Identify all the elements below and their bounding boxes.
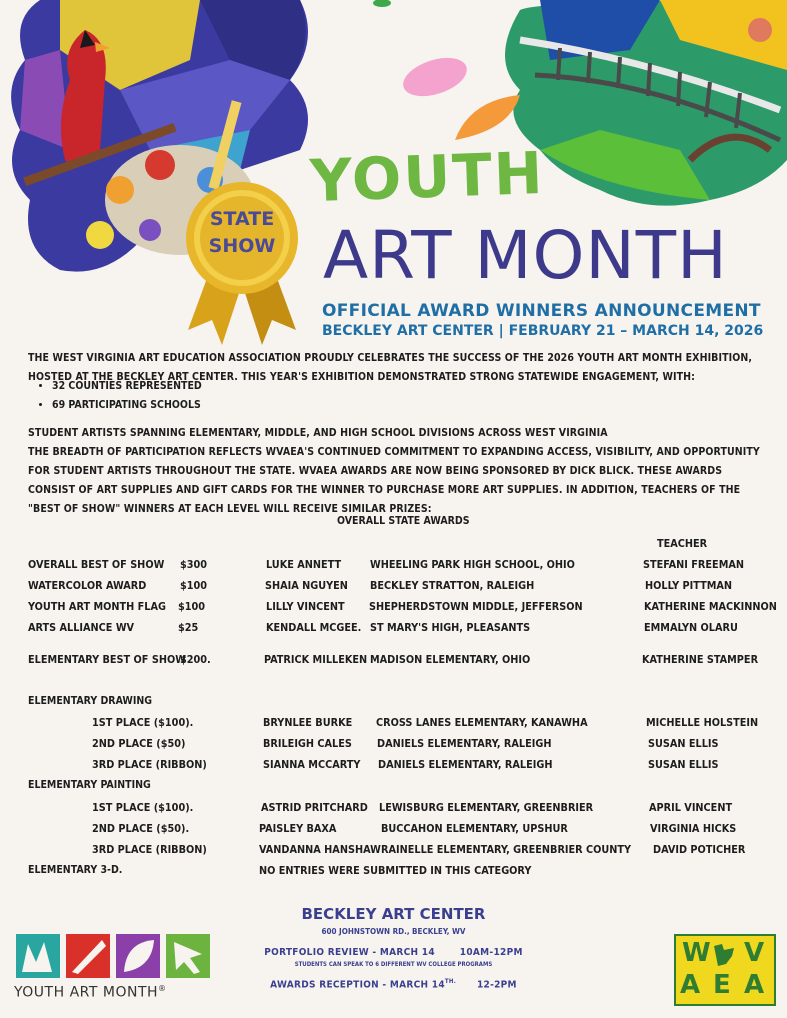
student-name: LUKE ANNETT xyxy=(266,558,342,571)
prize: $25 xyxy=(178,621,199,634)
school: RAINELLE ELEMENTARY, GREENBRIER COUNTY xyxy=(381,843,632,856)
reception-label: AWARDS RECEPTION - MARCH 14 xyxy=(270,979,445,991)
reception-sup: TH. xyxy=(444,978,457,985)
prize: $200. xyxy=(180,653,211,666)
teacher: STEFANI FREEMAN xyxy=(643,558,745,571)
student-name: SIANNA MCCARTY xyxy=(263,758,361,771)
stats-list xyxy=(52,377,202,415)
list-item: • 32 COUNTIES REPRESENTED xyxy=(52,377,202,396)
school: DANIELS ELEMENTARY, RALEIGH xyxy=(377,737,552,750)
list-item: • 69 PARTICIPATING SCHOOLS xyxy=(52,396,202,415)
logo-letter: E xyxy=(713,970,731,1000)
title-art-month: ART MONTH xyxy=(323,217,728,294)
student-name: BRILEIGH CALES xyxy=(263,737,352,750)
teacher: MICHELLE HOLSTEIN xyxy=(646,716,759,729)
portfolio-label: PORTFOLIO REVIEW - MARCH 14 xyxy=(264,947,435,958)
award-name: ARTS ALLIANCE WV xyxy=(28,621,135,634)
place: 2ND PLACE ($50) xyxy=(92,737,186,750)
seal-line-state: STATE xyxy=(209,208,275,230)
school: CROSS LANES ELEMENTARY, KANAWHA xyxy=(376,716,588,729)
school: BECKLEY STRATTON, RALEIGH xyxy=(370,579,535,592)
teacher: SUSAN ELLIS xyxy=(648,737,719,750)
divisions-line: STUDENT ARTISTS SPANNING ELEMENTARY, MIDDLE, AND HIGH SCHOOL DIVISIONS ACROSS WEST VIRGINIA xyxy=(28,427,608,439)
student-name: ASTRID PRITCHARD xyxy=(261,801,368,814)
prize: $300 xyxy=(180,558,208,571)
portfolio-time: 10AM-12PM xyxy=(459,947,523,958)
awards-heading: OVERALL STATE AWARDS xyxy=(337,515,470,527)
student-name: PATRICK MILLEKEN xyxy=(264,653,368,666)
logo-letter: A xyxy=(744,970,765,1000)
west-virginia-state-icon xyxy=(712,942,736,968)
registered-mark: ® xyxy=(158,984,167,993)
school: DANIELS ELEMENTARY, RALEIGH xyxy=(378,758,553,771)
portfolio-note: STUDENTS CAN SPEAK TO 6 DIFFERENT WV COLLEGE PROGRAMS xyxy=(294,961,493,968)
school: WHEELING PARK HIGH SCHOOL, OHIO xyxy=(370,558,575,571)
student-name: BRYNLEE BURKE xyxy=(263,716,353,729)
teacher: KATHERINE STAMPER xyxy=(642,653,759,666)
youth-art-month-logo-text xyxy=(14,984,167,1001)
school: BUCCAHON ELEMENTARY, UPSHUR xyxy=(381,822,568,835)
student-name: PAISLEY BAXA xyxy=(259,822,337,835)
sponsorship-paragraph: THE BREADTH OF PARTICIPATION REFLECTS WVAEA'S CONTINUED COMMITMENT TO EXPANDING ACCESS, VISIBILITY, AND OPPORTUNITY FOR STUDENT ARTISTS THROUGHOUT THE STATE. WVAEA AWARDS ARE NOW BEING SPONSORED BY DICK BLICK. THESE AWARDS CONSIST OF ART SUPPLIES AND GIFT CARDS FOR THE WINNER TO PURCHASE MORE ART SUPPLIES. IN ADDITION, TEACHERS OF THE "BEST OF SHOW" WINNERS AT EACH LEVEL WILL RECEIVE SIMILAR PRIZES: xyxy=(28,446,760,515)
prize: $100 xyxy=(180,579,208,592)
school: MADISON ELEMENTARY, OHIO xyxy=(370,653,531,666)
venue-dates: BECKLEY ART CENTER | FEBRUARY 21 – MARCH 14, 2026 xyxy=(322,323,764,339)
student-name: KENDALL MCGEE. xyxy=(266,621,362,634)
no-entries-note: NO ENTRIES WERE SUBMITTED IN THIS CATEGORY xyxy=(259,864,532,877)
ribbon-medal-icon xyxy=(180,180,304,350)
teacher: HOLLY PITTMAN xyxy=(645,579,733,592)
student-name: VANDANNA HANSHAW xyxy=(259,843,381,856)
section-title-elementary-3d: ELEMENTARY 3-D. xyxy=(28,864,123,876)
teacher: EMMALYN OLARU xyxy=(644,621,738,634)
place: 3RD PLACE (RIBBON) xyxy=(92,843,207,856)
footer-venue: BECKLEY ART CENTER xyxy=(301,905,486,923)
section-title-elementary-painting: ELEMENTARY PAINTING xyxy=(28,779,151,791)
wvaea-logo xyxy=(674,934,776,1006)
school: LEWISBURG ELEMENTARY, GREENBRIER xyxy=(379,801,594,814)
student-name: LILLY VINCENT xyxy=(266,600,345,613)
place: 1ST PLACE ($100). xyxy=(92,801,194,814)
section-title-elementary-drawing: ELEMENTARY DRAWING xyxy=(28,695,153,707)
teacher: SUSAN ELLIS xyxy=(648,758,719,771)
place: 3RD PLACE (RIBBON) xyxy=(92,758,207,771)
teacher-column-header: TEACHER xyxy=(657,537,708,550)
school: SHEPHERDSTOWN MIDDLE, JEFFERSON xyxy=(369,600,583,613)
state-show-seal xyxy=(180,180,304,350)
teacher: DAVID POTICHER xyxy=(653,843,746,856)
reception-time: 12-2PM xyxy=(476,979,517,991)
award-name: WATERCOLOR AWARD xyxy=(28,579,147,592)
intro-paragraph: THE WEST VIRGINIA ART EDUCATION ASSOCIATION PROUDLY CELEBRATES THE SUCCESS OF THE 2026 YOUTH ART MONTH EXHIBITION, HOSTED AT THE BECKLEY ART CENTER. THIS YEAR'S EXHIBITION DEMONSTRATED STRONG STATEWIDE ENGAGEMENT, WITH: xyxy=(28,352,753,383)
school: ST MARY'S HIGH, PLEASANTS xyxy=(370,621,531,634)
green-paint-blob xyxy=(372,0,392,8)
logo-letter: W xyxy=(682,938,711,968)
place: 1ST PLACE ($100). xyxy=(92,716,194,729)
place: 2ND PLACE ($50). xyxy=(92,822,190,835)
footer-address: 600 JOHNSTOWN RD., BECKLEY, WV xyxy=(321,927,466,936)
award-name: YOUTH ART MONTH FLAG xyxy=(28,600,166,613)
award-name: OVERALL BEST OF SHOW xyxy=(28,558,165,571)
student-name: SHAIA NGUYEN xyxy=(265,579,348,592)
teacher: APRIL VINCENT xyxy=(649,801,733,814)
logo-text: YOUTH ART MONTH xyxy=(14,984,159,1001)
teacher: VIRGINIA HICKS xyxy=(650,822,737,835)
logo-letter: V xyxy=(744,938,765,968)
prize: $100 xyxy=(178,600,206,613)
seal-line-show: SHOW xyxy=(208,235,276,257)
award-name: ELEMENTARY BEST OF SHOW xyxy=(28,653,186,666)
logo-letter: A xyxy=(680,970,701,1000)
teacher: KATHERINE MACKINNON xyxy=(644,600,777,613)
page-subtitle: OFFICIAL AWARD WINNERS ANNOUNCEMENT xyxy=(322,301,761,321)
title-youth: YOUTH xyxy=(308,138,546,216)
